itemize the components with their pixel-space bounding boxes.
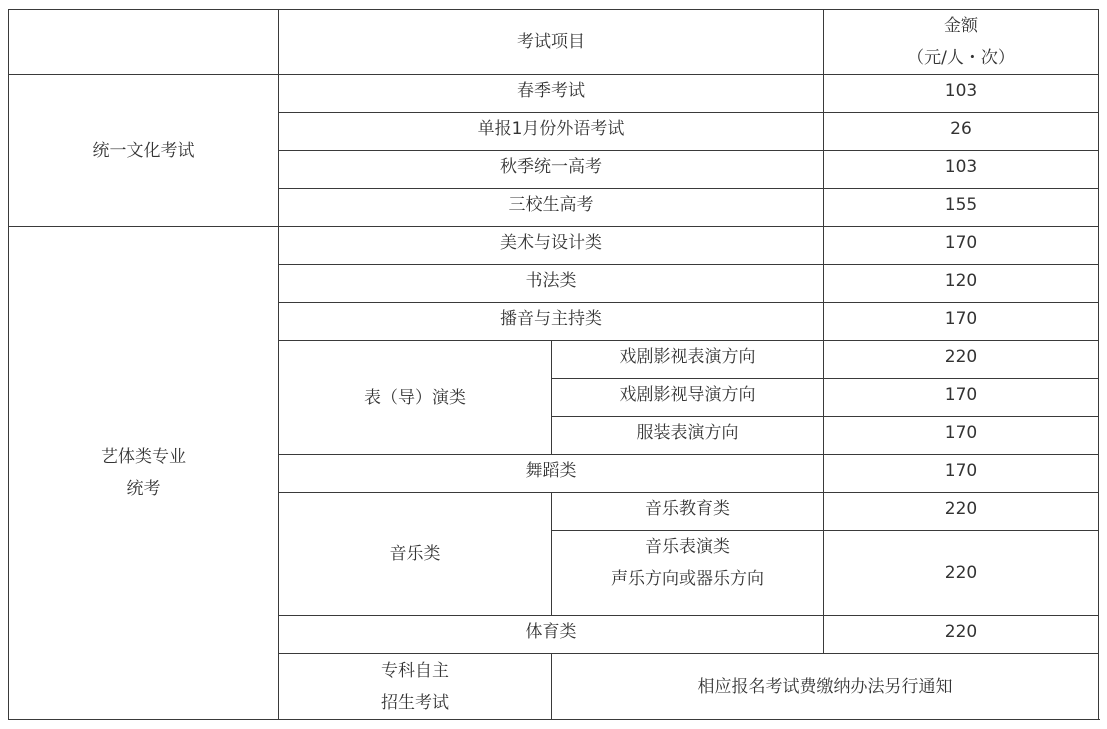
exam-amount: 103	[824, 151, 1099, 189]
exam-name: 播音与主持类	[279, 303, 824, 341]
group-vocational-exam	[279, 654, 552, 720]
group-art-line2: 统考	[126, 479, 161, 499]
subgroup-acting: 表（导）演类	[279, 341, 552, 455]
exam-direction: 戏剧影视导演方向	[552, 379, 824, 417]
exam-amount: 220	[824, 531, 1099, 616]
group-vocational-line1: 专科自主	[381, 660, 449, 681]
exam-amount: 170	[824, 303, 1099, 341]
exam-amount: 220	[824, 341, 1099, 379]
exam-direction: 戏剧影视表演方向	[552, 341, 824, 379]
music-performance-line2: 声乐方向或器乐方向	[611, 569, 764, 589]
table-row	[9, 227, 1099, 265]
header-amount-line2: （元/人・次）	[907, 48, 1015, 68]
header-amount-line1: 金额	[944, 16, 978, 36]
exam-name: 书法类	[279, 265, 824, 303]
exam-name: 春季考试	[279, 75, 824, 113]
header-amount	[824, 10, 1099, 75]
exam-name: 秋季统一高考	[279, 151, 824, 189]
exam-direction	[552, 531, 824, 616]
exam-amount: 170	[824, 227, 1099, 265]
table-row	[9, 75, 1099, 113]
exam-amount: 170	[824, 455, 1099, 493]
group-art-line1: 艺体类专业	[101, 447, 186, 467]
exam-name: 美术与设计类	[279, 227, 824, 265]
vocational-note: 相应报名考试费缴纳办法另行通知	[552, 654, 1099, 720]
exam-name: 体育类	[279, 616, 824, 654]
subgroup-music: 音乐类	[279, 493, 552, 616]
exam-fee-table	[8, 9, 1099, 720]
music-performance-line1: 音乐表演类	[645, 537, 730, 557]
exam-amount: 220	[824, 493, 1099, 531]
exam-amount: 155	[824, 189, 1099, 227]
group-vocational-line2: 招生考试	[381, 692, 449, 713]
exam-direction: 服装表演方向	[552, 417, 824, 455]
exam-name: 单报1月份外语考试	[279, 113, 824, 151]
exam-amount: 220	[824, 616, 1099, 654]
exam-amount: 26	[824, 113, 1099, 151]
header-row	[9, 10, 1099, 75]
header-empty-cell	[9, 10, 279, 75]
group-art-sports-exam	[9, 227, 279, 720]
exam-name: 舞蹈类	[279, 455, 824, 493]
exam-amount: 170	[824, 379, 1099, 417]
exam-direction: 音乐教育类	[552, 493, 824, 531]
exam-amount: 103	[824, 75, 1099, 113]
group-unified-exam: 统一文化考试	[9, 75, 279, 227]
exam-amount: 170	[824, 417, 1099, 455]
exam-name: 三校生高考	[279, 189, 824, 227]
header-item: 考试项目	[279, 10, 824, 75]
exam-amount: 120	[824, 265, 1099, 303]
